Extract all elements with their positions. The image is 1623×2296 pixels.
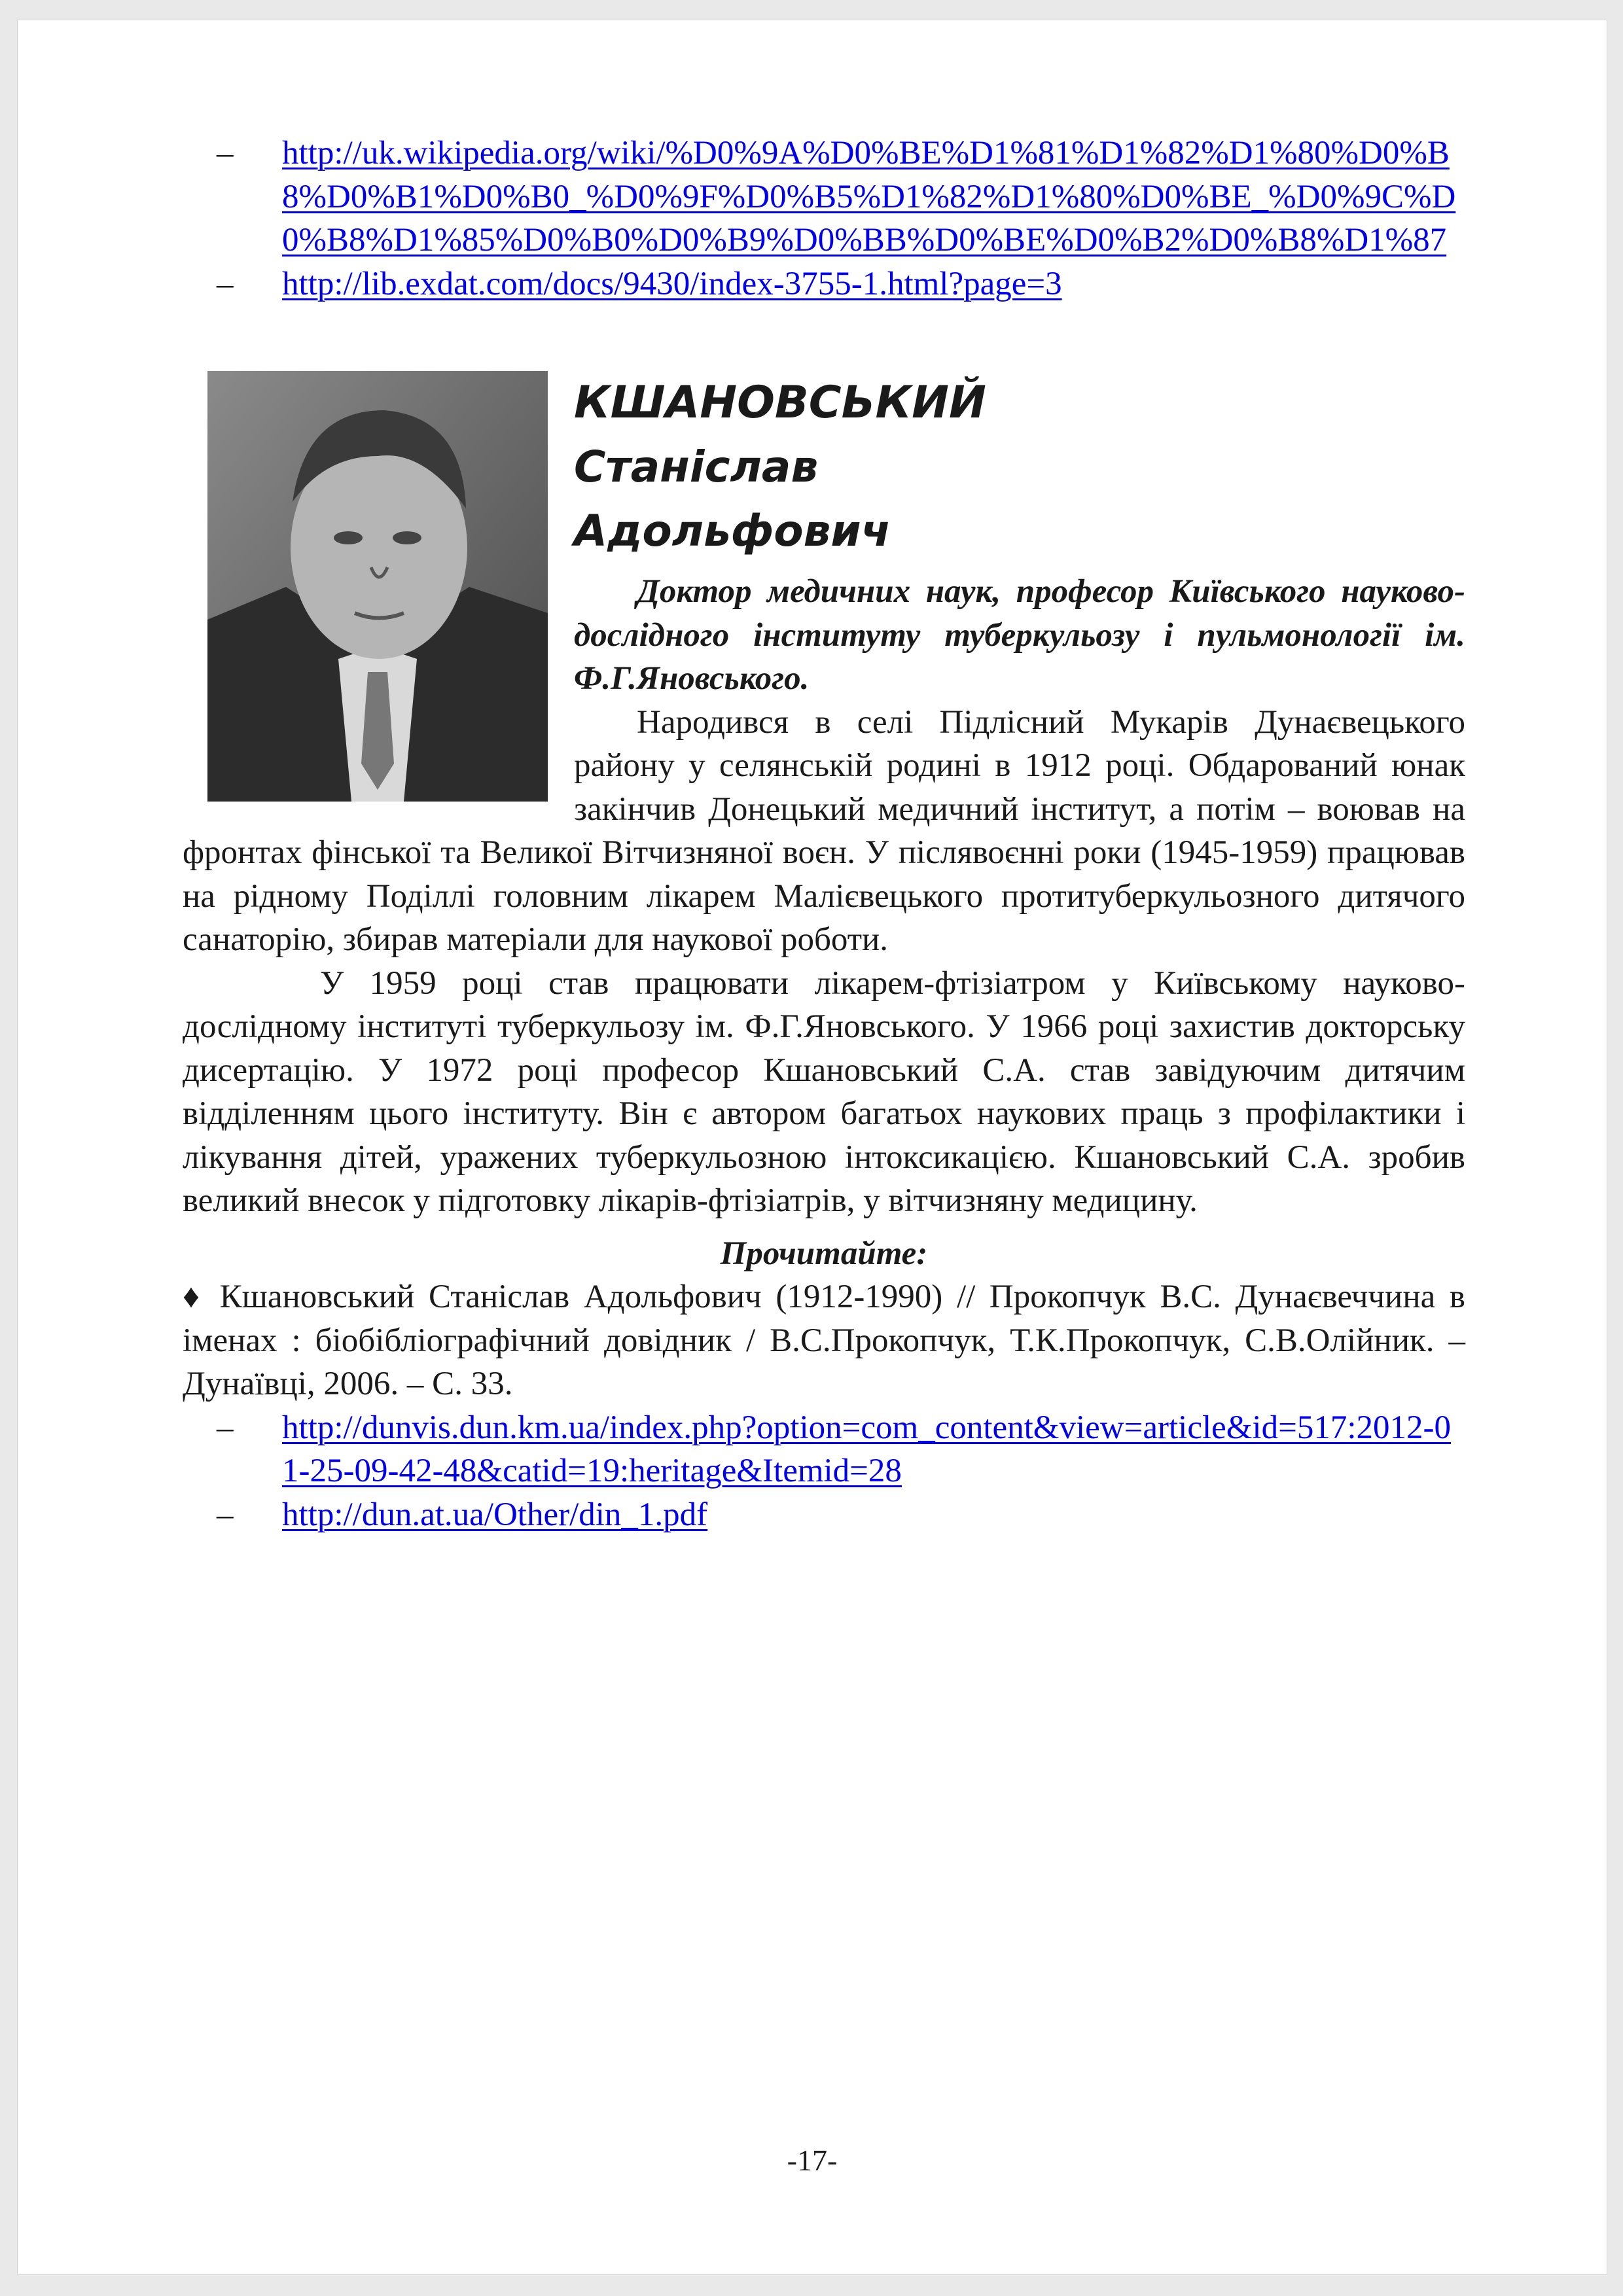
document-page [17, 20, 1607, 2275]
list-dash: – [217, 135, 234, 171]
read-heading: Прочитайте: [720, 1235, 928, 1272]
list-item [183, 262, 1465, 306]
wikipedia-link[interactable]: http://uk.wikipedia.org/wiki/%D0%9A%D0%BE%D1%81%D1%82%D1%80%D0%B8%D0%B1%D0%B0_%D0%9F%D0%B5%D1%82%D1%80%D0%BE_%D0%9C%D0%B8%D1%85%D0%B0%D0%B9%D0%BB%D0%BE%D0%B2%D0%B8%D1%87 [282, 135, 1456, 258]
list-dash: – [217, 265, 234, 302]
dun-pdf-link[interactable]: http://dun.at.ua/Other/din_1.pdf [282, 1496, 708, 1533]
biography-paragraph-2: У 1959 році став працювати лікарем-фтізіатром у Київському науково-дослідному інституті туберкульозу ім. Ф.Г.Яновського. У 1966 році захистив докторську дисертацію. У 1972 році професор Кшановський С.А. став завідуючим дитячим відділенням цього інституту. Він є автором багатьох наукових праць з профілактики і лікування дітей, уражених туберкульозною інтоксикацією. Кшановський С.А. зробив великий внесок у підготовку лікарів-фтізіатрів, у вітчизняну медицину. [183, 964, 1465, 1219]
portrait-photo [207, 371, 548, 802]
dunvis-link[interactable]: http://dunvis.dun.km.ua/index.php?option=com_content&view=article&id=517:2012-01-25-09-42-48&catid=19:heritage&Itemid=28 [282, 1409, 1452, 1489]
list-item [183, 132, 1465, 262]
diamond-bullet-icon: ♦ [183, 1279, 205, 1315]
list-dash: – [217, 1496, 234, 1533]
person-title: Доктор медичних наук, професор Київського науково-дослідного інституту туберкульозу і пульмонології ім. Ф.Г.Яновського. [574, 573, 1465, 697]
person-first-name: Станіслав [574, 442, 819, 492]
top-link-list [183, 132, 1465, 306]
biography-section [183, 371, 1465, 1223]
biography-paragraph-1: Народився в селі Підлісний Мукарів Дунаєвецького району у селянській родині в 1912 році. Обдарований юнак закінчив Донецький медичний інститут, а потім – воював на фронтах фінської та Великої Вітчизняної воєн. У післявоєнні роки (1945-1959) працював на рідному Поділлі головним лікарем Малієвецького протитуберкульозного дитячого санаторію, збирав матеріали для наукової роботи. [183, 703, 1465, 958]
person-surname: КШАНОВСЬКИЙ [574, 377, 986, 429]
list-item [183, 1493, 1465, 1537]
reference-entry [183, 1275, 1465, 1406]
list-dash: – [217, 1409, 234, 1446]
page-number: -17- [787, 2144, 838, 2177]
person-patronymic: Адольфович [574, 506, 891, 556]
list-item [183, 1406, 1465, 1493]
exdat-link[interactable]: http://lib.exdat.com/docs/9430/index-3755-1.html?page=3 [282, 265, 1062, 302]
read-link-list [183, 1406, 1465, 1537]
page-content [183, 132, 1465, 1536]
reference-text: Кшановський Станіслав Адольфович (1912-1990) // Прокопчук В.С. Дунаєвеччина в іменах : біобібліографічний довідник / В.С.Прокопчук, Т.К.Прокопчук, С.В.Олійник. – Дунаївці, 2006. – С. 33. [183, 1279, 1466, 1402]
